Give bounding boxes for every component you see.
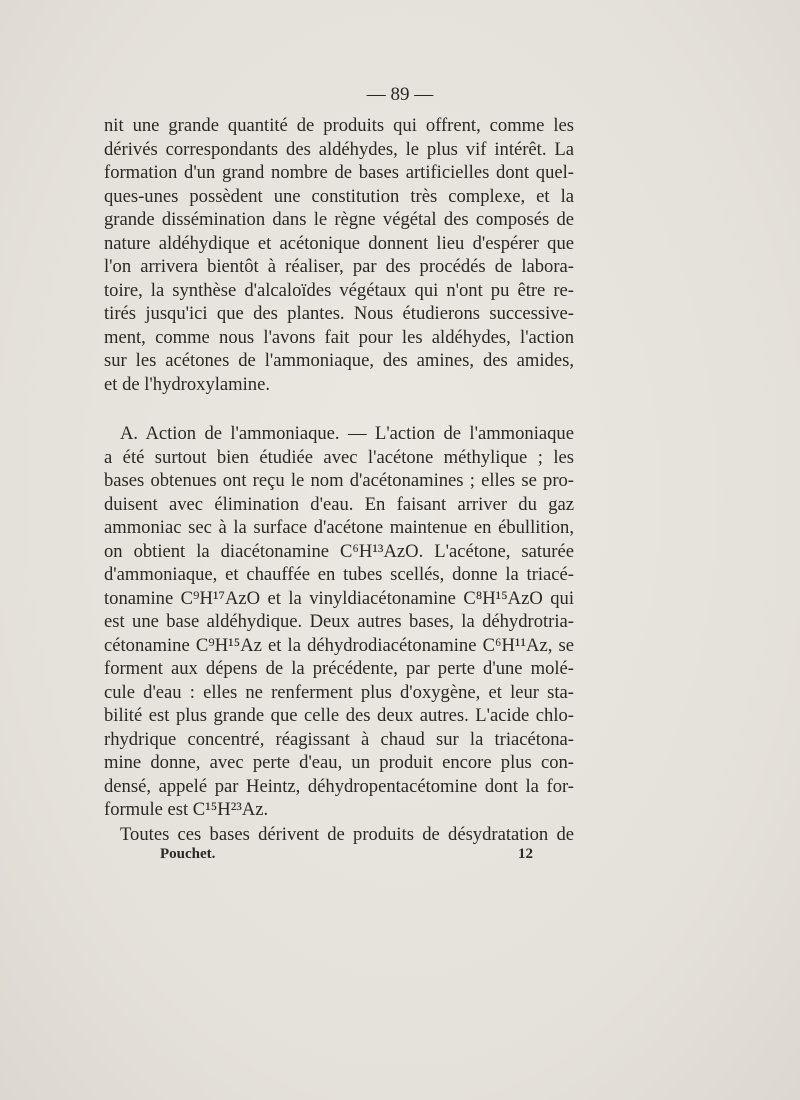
paragraph-action-ammoniaque xyxy=(104,422,574,822)
text-line: rhydrique concentré, réagissant à chaud sur la triacétona- xyxy=(104,728,574,750)
text-line: cétonamine C⁹H¹⁵Az et la déhydrodiacétonamine C⁶H¹¹Az, se xyxy=(104,634,574,656)
page-number: — 89 — xyxy=(366,84,434,105)
text-line: l'on arrivera bientôt à réaliser, par des procédés de labora- xyxy=(104,256,574,277)
paragraph-intro xyxy=(104,114,574,396)
text-line: duisent avec élimination d'eau. En faisant arriver du gaz xyxy=(104,493,574,515)
text-line: sur les acétones de l'ammoniaque, des amines, des amides, xyxy=(104,350,574,371)
text-line: a été surtout bien étudiée avec l'acétone méthylique ; les xyxy=(104,446,574,468)
text-line: tirés jusqu'ici que des plantes. Nous étudierons successive- xyxy=(104,303,574,324)
text-line: Toutes ces bases dérivent de produits de désydratation de xyxy=(120,824,574,845)
text-line: grande dissémination dans le règne végétal des composés de xyxy=(104,209,574,230)
text-line: ment, comme nous l'avons fait pour les aldéhydes, l'action xyxy=(104,326,574,348)
text-line: tonamine C⁹H¹⁷AzO et la vinyldiacétonamine C⁸H¹⁵AzO qui xyxy=(104,587,574,609)
text-line: A. Action de l'ammoniaque. — L'action de l'ammoniaque xyxy=(120,423,574,444)
text-line: est une base aldéhydique. Deux autres bases, la déhydrotria- xyxy=(104,611,574,632)
text-line: cule d'eau : elles ne renferment plus d'oxygène, et leur sta- xyxy=(104,681,574,703)
text-line: bases obtenues ont reçu le nom d'acétonamines ; elles se pro- xyxy=(104,470,574,491)
text-line: toire, la synthèse d'alcaloïdes végétaux qui n'ont pu être re- xyxy=(104,279,574,301)
text-line: dérivés correspondants des aldéhydes, le plus vif intérêt. La xyxy=(104,138,574,160)
text-line: nit une grande quantité de produits qui offrent, comme les xyxy=(104,115,574,136)
text-line: forment aux dépens de la précédente, par perte d'une molé- xyxy=(104,658,574,679)
footer-signature-mark: 12 xyxy=(518,846,533,862)
text-line: formule est C¹⁵H²³Az. xyxy=(104,799,269,820)
text-line: d'ammoniaque, et chauffée en tubes scellés, donne la triacé- xyxy=(104,564,574,585)
text-line: densé, appelé par Heintz, déhydropentacétomine dont la for- xyxy=(104,775,574,797)
footer-author: Pouchet. xyxy=(160,846,216,862)
text-line: nature aldéhydique et acétonique donnent lieu d'espérer que xyxy=(104,232,574,254)
text-line: mine donne, avec perte d'eau, un produit encore plus con- xyxy=(104,752,574,773)
text-line: ammoniac sec à la surface d'acétone maintenue en ébullition, xyxy=(104,517,574,538)
page-footer xyxy=(0,846,800,868)
text-line: bilité est plus grande que celle des deux autres. L'acide chlo- xyxy=(104,705,574,726)
text-line: on obtient la diacétonamine C⁶H¹³AzO. L'acétone, saturée xyxy=(104,540,574,562)
text-line: ques-unes possèdent une constitution très complexe, et la xyxy=(104,185,574,207)
text-line: et de l'hydroxylamine. xyxy=(104,373,271,395)
text-line: formation d'un grand nombre de bases artificielles dont quel- xyxy=(104,162,574,183)
paragraph-continuation xyxy=(104,823,574,847)
